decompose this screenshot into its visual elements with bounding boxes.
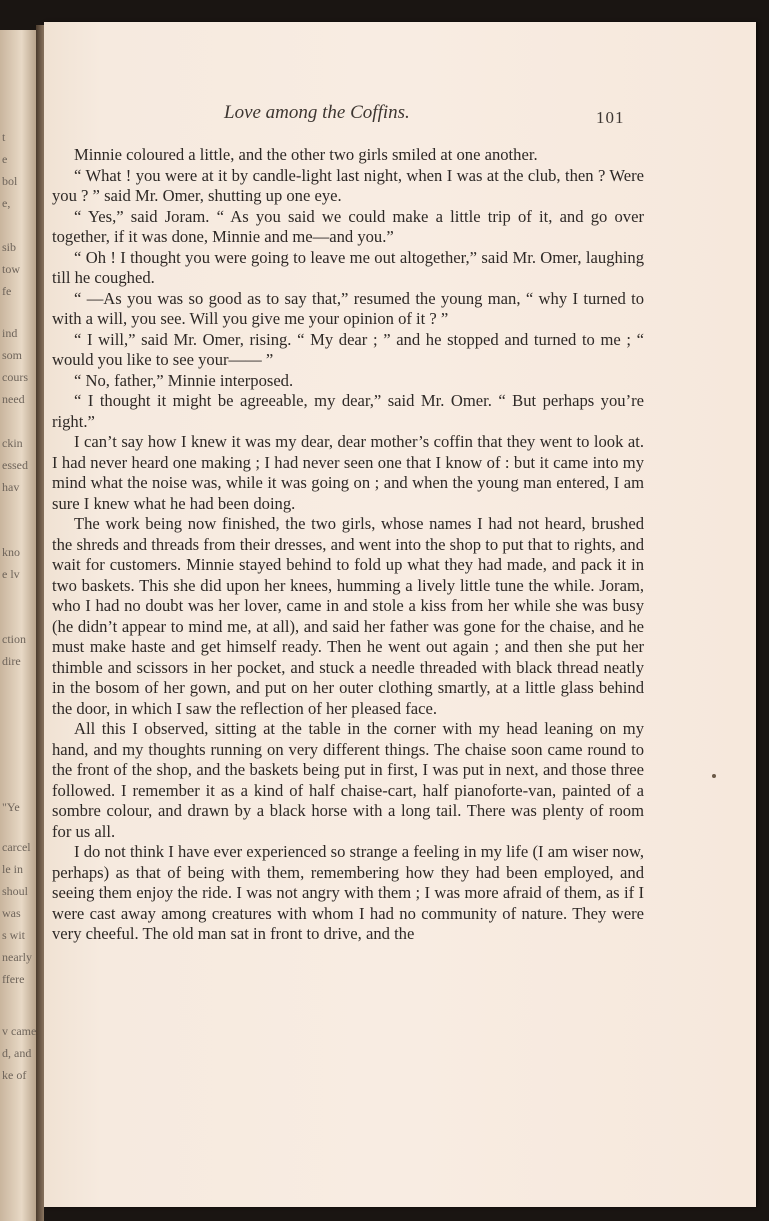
facing-page-fragment: kno xyxy=(2,545,20,559)
page-header xyxy=(44,102,756,136)
facing-page-fragment: was xyxy=(2,906,21,920)
facing-page-fragment: sib xyxy=(2,240,17,254)
book-gutter xyxy=(36,25,44,1221)
facing-page-fragment: som xyxy=(2,348,23,362)
facing-page-fragment: ckin xyxy=(2,436,23,450)
facing-page-fragment: carcel xyxy=(2,840,31,854)
facing-page-fragment: ction xyxy=(2,632,26,646)
facing-page-fragment: cours xyxy=(2,370,28,384)
paragraph: “ What ! you were at it by candle-light last night, when I was at the club, then ? Were you ? ” said Mr. Omer, shutting up one eye. xyxy=(52,165,644,205)
facing-page-fragment: bol xyxy=(2,174,18,188)
paragraph: “ No, father,” Minnie interposed. xyxy=(74,370,294,390)
facing-page-fragment: t xyxy=(2,130,6,144)
paragraph: All this I observed, sitting at the table in the corner with my head leaning on my hand, and my thoughts running on very different things. The chaise soon came round to the front of the shop, and the baskets being put in first, I was put in next, and those three followed. I remember it as a kind of half chaise-cart, half pianoforte-van, painted of a sombre colour, and drawn by a black horse with a long tail. There was plenty of room for us all. xyxy=(52,719,644,841)
paragraph: Minnie coloured a little, and the other two girls smiled at one another. xyxy=(74,145,538,164)
facing-page-fragment: e, xyxy=(2,196,11,210)
facing-page-fragment: shoul xyxy=(2,884,29,898)
paragraph: “ —As you was so good as to say that,” resumed the young man, “ why I turned to with a will, you see. Will you give me your opinion of it ? ” xyxy=(52,288,644,328)
facing-page-fragment: dire xyxy=(2,654,21,668)
paragraph: “ I thought it might be agreeable, my dear,” said Mr. Omer. “ But perhaps you’re right.” xyxy=(52,391,644,431)
facing-page-fragment: ffere xyxy=(2,972,25,986)
facing-page-fragment: fe xyxy=(2,284,12,298)
paragraph: “ Oh ! I thought you were going to leave me out altogether,” said Mr. Omer, laughing till he coughed. xyxy=(52,247,644,287)
facing-page-fragment: nearly xyxy=(2,950,32,964)
facing-page-fragment: need xyxy=(2,392,25,406)
facing-page-fragment: d, and xyxy=(2,1046,32,1060)
book-page xyxy=(44,22,756,1207)
facing-page-fragment: "Ye xyxy=(2,800,20,814)
facing-page-edge xyxy=(0,30,36,1221)
ink-speck xyxy=(712,774,716,778)
facing-page-fragment: hav xyxy=(2,480,20,494)
facing-page-fragment: e xyxy=(2,152,8,166)
paragraph: The work being now finished, the two girls, whose names I had not heard, brushed the shreds and threads from their dresses, and went into the shop to put that to rights, and wait for customers. Minnie stayed behind to fold up what they had made, and pack it in two baskets. This she did upon her knees, humming a lively little tune the while. Joram, who I had no doubt was her lover, came in and stole a kiss from her while she was busy (he didn’t appear to mind me, at all), and said her father was gone for the chaise, and he must make haste and get himself ready. Then he went out again ; and then she put her thimble and scissors in her pocket, and stuck a needle threaded with black thread neatly in the bosom of her gown, and put on her outer clothing smartly, at a little glass behind the door, in which I saw the reflection of her pleased face. xyxy=(52,514,644,718)
paragraph: I can’t say how I knew it was my dear, dear mother’s coffin that they went to look at. I had never heard one making ; I had never seen one that I know of : but it came into my mind what the noise was, while it was going on ; and when the young man entered, I am sure I knew what he had been doing. xyxy=(52,432,644,513)
facing-page-fragment: s wit xyxy=(2,928,26,942)
facing-page-fragment: ind xyxy=(2,326,18,340)
facing-page-fragment: ke of xyxy=(2,1068,27,1082)
paragraph: I do not think I have ever experienced so strange a feeling in my life (I am wiser now, perhaps) as that of being with them, remembering how they had been employed, and seeing them enjoy the ride. I was not angry with them ; I was more afraid of them, as if I were cast away among creatures with whom I had no community of nature. They were very cheeful. The old man sat in front to drive, and the xyxy=(52,842,644,943)
paragraph: “ I will,” said Mr. Omer, rising. “ My dear ; ” and he stopped and turned to me ; “ would you like to see your—— ” xyxy=(52,329,644,369)
facing-page-fragment: tow xyxy=(2,262,20,276)
facing-page-fragment: le in xyxy=(2,862,23,876)
running-title: Love among the Coffins. xyxy=(224,102,410,123)
facing-page-fragment: essed xyxy=(2,458,28,472)
page-number: 101 xyxy=(596,108,625,127)
facing-page-fragment: v came xyxy=(2,1024,36,1038)
paragraph: “ Yes,” said Joram. “ As you said we could make a little trip of it, and go over together, if it was done, Minnie and me—and you.” xyxy=(52,206,644,246)
body-text xyxy=(52,145,644,945)
facing-page-fragment: e lv xyxy=(2,567,20,581)
